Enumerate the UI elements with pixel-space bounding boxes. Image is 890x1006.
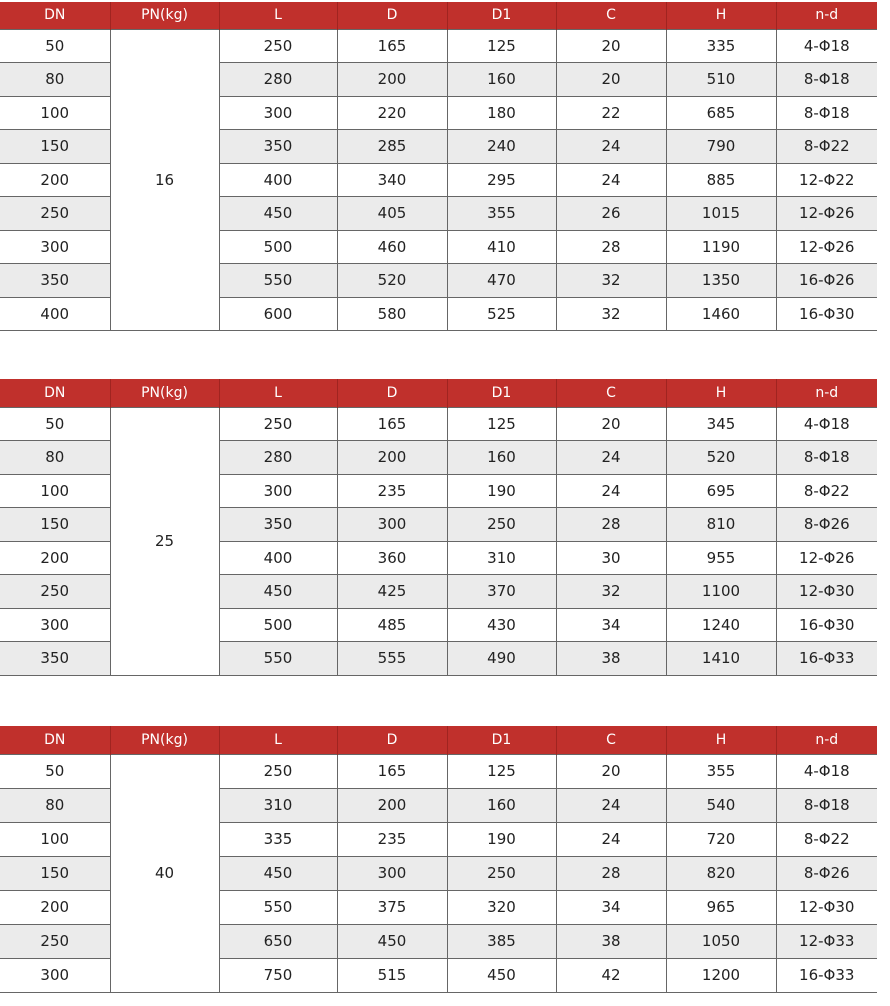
cell-c: 20 <box>556 63 666 97</box>
cell-h: 540 <box>666 788 776 822</box>
header-d: D <box>337 2 447 29</box>
cell-l: 310 <box>219 788 337 822</box>
cell-d: 450 <box>337 924 447 958</box>
header-d1: D1 <box>447 2 556 29</box>
cell-dn: 400 <box>0 297 110 331</box>
cell-h: 335 <box>666 29 776 63</box>
cell-dn: 50 <box>0 29 110 63</box>
header-d: D <box>337 726 447 754</box>
cell-pn: 16 <box>110 29 219 331</box>
cell-dn: 350 <box>0 264 110 298</box>
cell-h: 1200 <box>666 958 776 992</box>
cell-d: 200 <box>337 441 447 475</box>
cell-c: 20 <box>556 754 666 788</box>
cell-l: 300 <box>219 96 337 130</box>
cell-nd: 8-Φ18 <box>776 96 877 130</box>
cell-d: 220 <box>337 96 447 130</box>
cell-c: 24 <box>556 130 666 164</box>
cell-c: 32 <box>556 264 666 298</box>
cell-d1: 470 <box>447 264 556 298</box>
cell-nd: 16-Φ33 <box>776 958 877 992</box>
cell-dn: 150 <box>0 856 110 890</box>
cell-d: 405 <box>337 197 447 231</box>
cell-dn: 200 <box>0 541 110 575</box>
cell-l: 400 <box>219 541 337 575</box>
cell-d1: 450 <box>447 958 556 992</box>
cell-d1: 160 <box>447 788 556 822</box>
header-d1: D1 <box>447 379 556 407</box>
header-d: D <box>337 379 447 407</box>
spec-table-pn-25 <box>0 379 877 676</box>
cell-d: 235 <box>337 474 447 508</box>
cell-h: 955 <box>666 541 776 575</box>
cell-h: 885 <box>666 163 776 197</box>
cell-l: 280 <box>219 441 337 475</box>
cell-c: 28 <box>556 856 666 890</box>
cell-h: 345 <box>666 407 776 441</box>
header-row <box>0 726 877 754</box>
header-dn: DN <box>0 2 110 29</box>
cell-l: 450 <box>219 575 337 609</box>
cell-d1: 125 <box>447 407 556 441</box>
cell-pn: 25 <box>110 407 219 675</box>
cell-h: 1100 <box>666 575 776 609</box>
cell-dn: 250 <box>0 575 110 609</box>
cell-h: 520 <box>666 441 776 475</box>
cell-l: 500 <box>219 230 337 264</box>
cell-dn: 100 <box>0 96 110 130</box>
cell-d1: 430 <box>447 608 556 642</box>
cell-d1: 250 <box>447 856 556 890</box>
cell-c: 24 <box>556 822 666 856</box>
cell-nd: 8-Φ18 <box>776 788 877 822</box>
cell-h: 965 <box>666 890 776 924</box>
cell-dn: 100 <box>0 822 110 856</box>
cell-nd: 12-Φ26 <box>776 197 877 231</box>
cell-d: 165 <box>337 29 447 63</box>
header-l: L <box>219 379 337 407</box>
header-l: L <box>219 726 337 754</box>
cell-d: 375 <box>337 890 447 924</box>
cell-d: 555 <box>337 642 447 676</box>
cell-nd: 12-Φ22 <box>776 163 877 197</box>
header-pn: PN(kg) <box>110 726 219 754</box>
cell-h: 355 <box>666 754 776 788</box>
cell-c: 24 <box>556 163 666 197</box>
cell-c: 38 <box>556 642 666 676</box>
header-row <box>0 379 877 407</box>
cell-nd: 4-Φ18 <box>776 754 877 788</box>
cell-d: 300 <box>337 508 447 542</box>
cell-nd: 8-Φ18 <box>776 63 877 97</box>
header-l: L <box>219 2 337 29</box>
cell-h: 695 <box>666 474 776 508</box>
cell-c: 30 <box>556 541 666 575</box>
cell-dn: 300 <box>0 230 110 264</box>
header-nd: n-d <box>776 2 877 29</box>
cell-l: 350 <box>219 130 337 164</box>
spec-table-pn-40 <box>0 726 877 993</box>
cell-nd: 12-Φ26 <box>776 541 877 575</box>
cell-nd: 16-Φ33 <box>776 642 877 676</box>
cell-c: 20 <box>556 29 666 63</box>
cell-dn: 200 <box>0 163 110 197</box>
cell-h: 1460 <box>666 297 776 331</box>
cell-l: 350 <box>219 508 337 542</box>
cell-d: 485 <box>337 608 447 642</box>
cell-d: 340 <box>337 163 447 197</box>
cell-l: 450 <box>219 856 337 890</box>
cell-c: 24 <box>556 788 666 822</box>
cell-d1: 250 <box>447 508 556 542</box>
cell-h: 1410 <box>666 642 776 676</box>
cell-l: 650 <box>219 924 337 958</box>
header-h: H <box>666 379 776 407</box>
cell-c: 28 <box>556 508 666 542</box>
cell-c: 24 <box>556 441 666 475</box>
cell-d1: 385 <box>447 924 556 958</box>
table-row <box>0 754 877 788</box>
cell-d1: 125 <box>447 29 556 63</box>
cell-h: 1050 <box>666 924 776 958</box>
cell-d: 515 <box>337 958 447 992</box>
cell-h: 810 <box>666 508 776 542</box>
cell-d1: 240 <box>447 130 556 164</box>
cell-dn: 80 <box>0 63 110 97</box>
cell-d: 200 <box>337 788 447 822</box>
cell-nd: 4-Φ18 <box>776 407 877 441</box>
cell-dn: 300 <box>0 958 110 992</box>
cell-h: 1350 <box>666 264 776 298</box>
cell-d: 235 <box>337 822 447 856</box>
cell-nd: 16-Φ30 <box>776 297 877 331</box>
cell-d1: 410 <box>447 230 556 264</box>
cell-dn: 100 <box>0 474 110 508</box>
cell-l: 250 <box>219 29 337 63</box>
header-d1: D1 <box>447 726 556 754</box>
cell-nd: 12-Φ30 <box>776 575 877 609</box>
cell-nd: 8-Φ18 <box>776 441 877 475</box>
cell-h: 510 <box>666 63 776 97</box>
cell-c: 20 <box>556 407 666 441</box>
cell-nd: 16-Φ30 <box>776 608 877 642</box>
cell-h: 1240 <box>666 608 776 642</box>
cell-dn: 150 <box>0 508 110 542</box>
header-c: C <box>556 726 666 754</box>
header-pn: PN(kg) <box>110 2 219 29</box>
cell-d1: 180 <box>447 96 556 130</box>
header-h: H <box>666 726 776 754</box>
cell-c: 32 <box>556 575 666 609</box>
header-c: C <box>556 2 666 29</box>
cell-c: 24 <box>556 474 666 508</box>
cell-dn: 300 <box>0 608 110 642</box>
spec-table-pn-16 <box>0 2 877 331</box>
cell-h: 1015 <box>666 197 776 231</box>
cell-l: 335 <box>219 822 337 856</box>
cell-h: 685 <box>666 96 776 130</box>
header-nd: n-d <box>776 379 877 407</box>
cell-l: 550 <box>219 264 337 298</box>
cell-d1: 525 <box>447 297 556 331</box>
cell-d: 460 <box>337 230 447 264</box>
cell-d1: 125 <box>447 754 556 788</box>
cell-d: 300 <box>337 856 447 890</box>
header-pn: PN(kg) <box>110 379 219 407</box>
cell-h: 720 <box>666 822 776 856</box>
cell-l: 550 <box>219 890 337 924</box>
cell-d1: 160 <box>447 441 556 475</box>
cell-dn: 50 <box>0 407 110 441</box>
cell-l: 400 <box>219 163 337 197</box>
cell-l: 450 <box>219 197 337 231</box>
cell-dn: 80 <box>0 441 110 475</box>
cell-c: 26 <box>556 197 666 231</box>
cell-c: 34 <box>556 890 666 924</box>
cell-dn: 150 <box>0 130 110 164</box>
table-row <box>0 407 877 441</box>
cell-d1: 190 <box>447 822 556 856</box>
cell-nd: 4-Φ18 <box>776 29 877 63</box>
header-nd: n-d <box>776 726 877 754</box>
cell-d1: 190 <box>447 474 556 508</box>
header-h: H <box>666 2 776 29</box>
cell-c: 22 <box>556 96 666 130</box>
cell-d: 285 <box>337 130 447 164</box>
cell-l: 250 <box>219 754 337 788</box>
cell-l: 750 <box>219 958 337 992</box>
cell-c: 42 <box>556 958 666 992</box>
header-dn: DN <box>0 726 110 754</box>
cell-nd: 12-Φ26 <box>776 230 877 264</box>
cell-d1: 370 <box>447 575 556 609</box>
cell-d1: 160 <box>447 63 556 97</box>
cell-c: 34 <box>556 608 666 642</box>
cell-d1: 490 <box>447 642 556 676</box>
cell-dn: 350 <box>0 642 110 676</box>
cell-nd: 12-Φ30 <box>776 890 877 924</box>
cell-d1: 295 <box>447 163 556 197</box>
cell-nd: 8-Φ26 <box>776 856 877 890</box>
cell-l: 250 <box>219 407 337 441</box>
cell-d: 165 <box>337 754 447 788</box>
cell-l: 280 <box>219 63 337 97</box>
cell-dn: 250 <box>0 197 110 231</box>
cell-l: 600 <box>219 297 337 331</box>
cell-h: 820 <box>666 856 776 890</box>
cell-d1: 320 <box>447 890 556 924</box>
cell-d: 165 <box>337 407 447 441</box>
cell-h: 1190 <box>666 230 776 264</box>
cell-l: 300 <box>219 474 337 508</box>
cell-d: 580 <box>337 297 447 331</box>
table-row <box>0 29 877 63</box>
cell-d: 200 <box>337 63 447 97</box>
cell-nd: 12-Φ33 <box>776 924 877 958</box>
header-row <box>0 2 877 29</box>
cell-nd: 8-Φ26 <box>776 508 877 542</box>
cell-l: 500 <box>219 608 337 642</box>
cell-dn: 80 <box>0 788 110 822</box>
cell-d: 425 <box>337 575 447 609</box>
cell-nd: 8-Φ22 <box>776 822 877 856</box>
cell-dn: 50 <box>0 754 110 788</box>
cell-nd: 8-Φ22 <box>776 474 877 508</box>
cell-dn: 200 <box>0 890 110 924</box>
cell-pn: 40 <box>110 754 219 992</box>
header-dn: DN <box>0 379 110 407</box>
cell-d: 520 <box>337 264 447 298</box>
cell-d1: 355 <box>447 197 556 231</box>
cell-c: 28 <box>556 230 666 264</box>
cell-nd: 8-Φ22 <box>776 130 877 164</box>
cell-d1: 310 <box>447 541 556 575</box>
cell-dn: 250 <box>0 924 110 958</box>
cell-h: 790 <box>666 130 776 164</box>
cell-c: 32 <box>556 297 666 331</box>
cell-nd: 16-Φ26 <box>776 264 877 298</box>
header-c: C <box>556 379 666 407</box>
cell-l: 550 <box>219 642 337 676</box>
cell-c: 38 <box>556 924 666 958</box>
cell-d: 360 <box>337 541 447 575</box>
